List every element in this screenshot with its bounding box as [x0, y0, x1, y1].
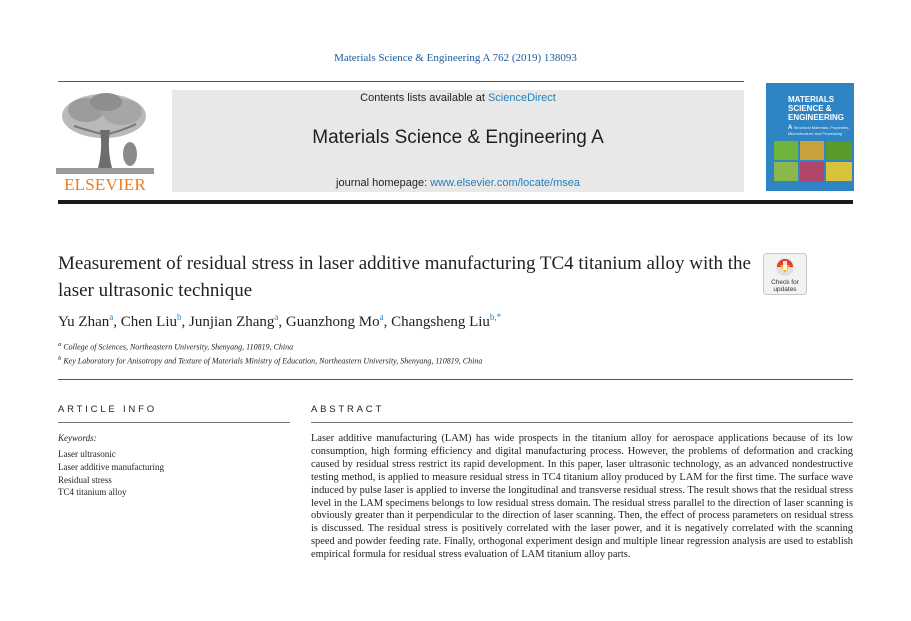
cover-subtitle-text: Structural Materials: Properties, Microstructure and Processing [788, 125, 850, 136]
journal-title: Materials Science & Engineering A [312, 127, 604, 148]
journal-homepage-link[interactable]: www.elsevier.com/locate/msea [430, 177, 580, 189]
keywords-label: Keywords: [58, 433, 97, 443]
article-info-divider [58, 422, 290, 423]
journal-citation[interactable]: Materials Science & Engineering A 762 (2019) 138093 [334, 52, 577, 64]
affiliation-b [58, 355, 838, 366]
keyword-item: Residual stress [58, 474, 112, 485]
keywords-list [58, 448, 164, 499]
homepage-prefix: journal homepage: [336, 177, 431, 189]
author-name[interactable]: Junjian Zhang [189, 314, 275, 330]
author-name[interactable]: Changsheng Liu [391, 314, 490, 330]
check-for-updates-badge[interactable] [763, 253, 807, 295]
keyword-item: Laser ultrasonic [58, 449, 116, 459]
cover-micrographs [774, 141, 852, 181]
journal-homepage-line [172, 177, 744, 189]
author-affiliation-mark[interactable]: a [274, 312, 279, 322]
affiliation-a [58, 341, 838, 352]
crossmark-line1: Check for [771, 279, 799, 286]
author-name[interactable]: Guanzhong Mo [285, 314, 380, 330]
affiliation-mark: b [58, 355, 62, 362]
elsevier-wordmark: ELSEVIER [64, 175, 146, 194]
article-title: Measurement of residual stress in laser additive manufacturing TC4 titanium alloy with the laser ultrasonic technique [58, 253, 751, 301]
journal-cover-thumbnail[interactable] [766, 83, 854, 191]
author-name[interactable]: Chen Liu [120, 314, 177, 330]
affiliation-text: Key Laboratory for Anisotropy and Texture of Materials Ministry of Education, Northeastern University, Shenyang, 110819, China [63, 356, 483, 366]
front-matter-divider [58, 379, 853, 380]
abstract-divider [311, 422, 853, 423]
header-divider [58, 81, 744, 82]
crossmark-line2: updates [773, 286, 797, 293]
contents-prefix: Contents lists available at [360, 92, 488, 104]
author-affiliation-mark[interactable]: b,* [489, 312, 502, 322]
author-list: Yu Zhan$^a$, Chen Liu$^b$, Junjian Zhang$^a$, Guanzhong Mo$^a$, Changsheng Liu$^{b,*}$ [58, 312, 502, 330]
affiliation-mark: a [58, 341, 62, 348]
keyword-item: Laser additive manufacturing [58, 461, 164, 472]
cover-title-line: MATERIALS [788, 95, 835, 104]
contents-lists-line [172, 92, 744, 104]
sciencedirect-link[interactable]: ScienceDirect [487, 92, 556, 104]
author-affiliation-mark[interactable]: b [177, 312, 182, 322]
article-info-heading: ARTICLE INFO [58, 404, 157, 415]
cover-title [788, 95, 852, 122]
cover-series-letter: A [788, 125, 793, 131]
cover-title-line: ENGINEERING [788, 113, 845, 122]
cover-title-line: SCIENCE & [788, 104, 832, 113]
abstract-text: Laser additive manufacturing (LAM) has wide prospects in the titanium alloy for aerospace applications because of its low consumption, high forming efficiency and digital manufacturing process. However, the problems of deformation and cracking caused by residual stress restrict its rapid development. In this paper, laser ultrasonic technology, as an advanced nondestructive testing method, is applied to measure residual stress in TC4 titanium alloy produced by LAM for the first time. The surface wave induced by pulse laser is applied to inverse the longitudinal and transverse residual stress. The result shows that the residual stress level in the LAM specimens belongs to low residual stress domain. The residual stress parallel to the direction of laser scanning is obviously greater than it perpendicular to the direction of laser scanning. Then, the effect of process parameters on residual stress is discussed. The residual stress is positively correlated with the laser power, and it is negatively correlated with the scanning speed and powder feeding rate. Finally, orthogonal experiment design and multiple linear regression analysis are used to establish empirical formula for residual stress evaluation of LAM titanium alloy parts. [311, 433, 853, 561]
author-name[interactable]: Yu Zhan [58, 314, 110, 330]
abstract-heading: ABSTRACT [311, 404, 385, 415]
author-affiliation-mark[interactable]: a [109, 312, 114, 322]
author-affiliation-mark[interactable]: a [379, 312, 384, 322]
masthead-divider [58, 200, 853, 204]
keyword-item: TC4 titanium alloy [58, 487, 127, 498]
affiliation-text: College of Sciences, Northeastern University, Shenyang, 110819, China [63, 342, 294, 352]
cover-subtitle [788, 125, 852, 136]
